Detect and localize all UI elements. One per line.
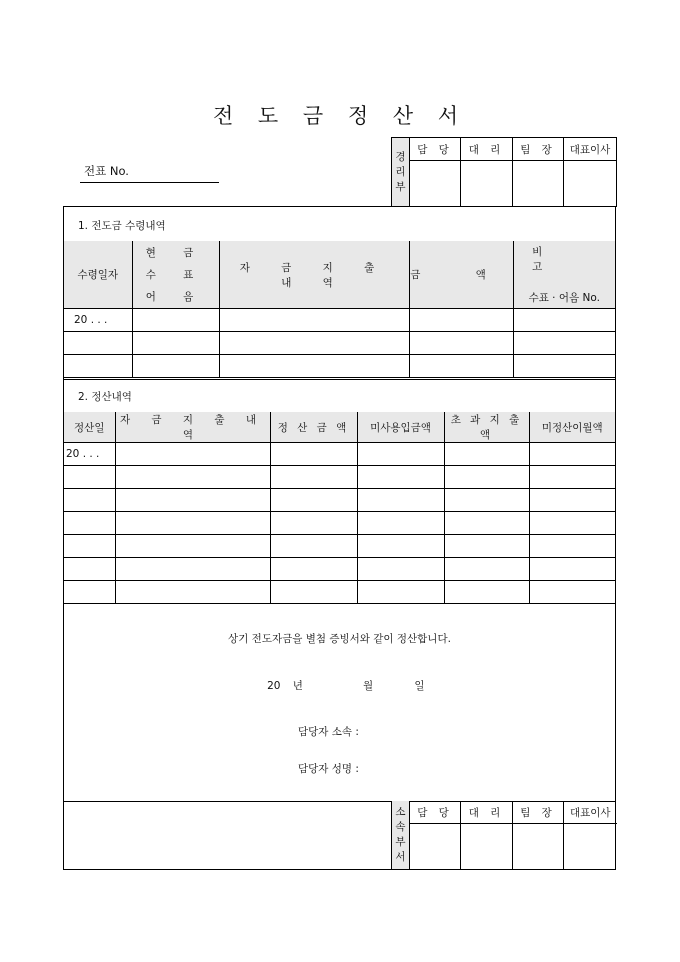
col-cash-check-note: 현 금 수 표 어 음	[132, 241, 219, 309]
settlement-date-cell[interactable]: 20 . . .	[64, 443, 115, 466]
col-settlement-amount: 정 산 금 액	[270, 412, 357, 443]
approval-sign-ceo[interactable]	[564, 824, 617, 870]
col-remarks: 비 고 수표 · 어음 No.	[513, 241, 615, 309]
col-amount: 금 액	[409, 241, 513, 309]
approval-sign-ceo[interactable]	[564, 161, 617, 207]
section2-heading: 2. 정산내역	[78, 391, 132, 403]
bottom-approval-box	[391, 801, 617, 870]
table-row	[64, 535, 615, 558]
table-row	[64, 581, 615, 604]
col-unsettled-carryover: 미정산이월액	[529, 412, 615, 443]
col-fund-detail: 자 금 지 출 내 역	[219, 241, 409, 309]
approval-header-ceo: 대표이사	[564, 801, 617, 824]
approval-header-ceo: 대표이사	[564, 138, 617, 161]
col-settlement-date: 정산일	[64, 412, 115, 443]
table-row	[64, 466, 615, 489]
settlement-table	[64, 412, 615, 604]
table-row	[64, 332, 615, 355]
col-unused-deposit: 미사용입금액	[357, 412, 444, 443]
approval-sign-staff[interactable]	[410, 824, 461, 870]
top-approval-box	[391, 137, 617, 207]
approval-dept-label: 소 속 부 서	[392, 801, 410, 869]
staff-dept-label: 담당자 소속 :	[298, 726, 359, 738]
approval-header-team-lead: 팀 장	[513, 801, 564, 824]
col-receipt-date: 수령일자	[64, 241, 132, 309]
table-row	[64, 309, 615, 332]
approval-sign-team-lead[interactable]	[513, 824, 564, 870]
table-row	[64, 443, 615, 466]
approval-sign-team-lead[interactable]	[513, 161, 564, 207]
col-fund-detail: 자 금 지 출 내 역	[115, 412, 270, 443]
approval-header-staff: 담 당	[410, 801, 461, 824]
receipt-date-cell[interactable]: 20 . . .	[64, 309, 132, 332]
table-row	[64, 512, 615, 535]
table-row	[64, 489, 615, 512]
table-row	[64, 355, 615, 378]
slip-number-field[interactable]	[80, 182, 219, 183]
page-title: 전 도 금 정 산 서	[212, 104, 468, 128]
approval-sign-assistant[interactable]	[461, 161, 513, 207]
staff-name-label: 담당자 성명 :	[298, 763, 359, 775]
table-row	[64, 558, 615, 581]
approval-dept-label: 경 리 부	[392, 138, 410, 207]
receipt-table	[64, 241, 615, 378]
approval-header-staff: 담 당	[410, 138, 461, 161]
form-frame	[63, 206, 616, 870]
settlement-statement: 상기 전도자금을 별첨 증빙서와 같이 정산합니다.	[228, 633, 451, 645]
approval-sign-staff[interactable]	[410, 161, 461, 207]
col-excess-spending: 초 과 지 출 액	[444, 412, 529, 443]
statement-date: 20 년 월 일	[267, 680, 425, 692]
approval-header-team-lead: 팀 장	[513, 138, 564, 161]
approval-header-assistant: 대 리	[461, 138, 513, 161]
approval-sign-assistant[interactable]	[461, 824, 513, 870]
slip-number-label: 전표 No.	[84, 164, 129, 178]
approval-header-assistant: 대 리	[461, 801, 513, 824]
section1-heading: 1. 전도금 수령내역	[78, 220, 166, 232]
